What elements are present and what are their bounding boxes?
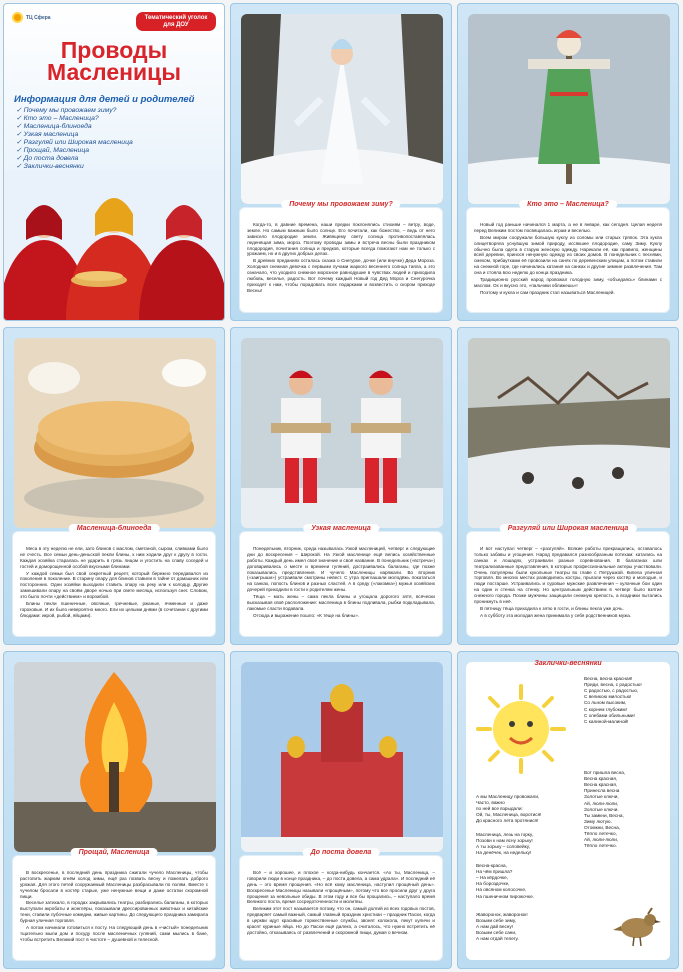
contents-item: ✓ Прощай, Масленица [16, 147, 133, 155]
text-panel [12, 525, 216, 637]
contents-item: ✓ Масленица-блиноеда [16, 123, 133, 131]
text-panel [12, 849, 216, 961]
cover-title-line1: Проводы [60, 37, 168, 63]
publisher-name: ТЦ Сфера [26, 14, 51, 21]
text-panel [239, 525, 443, 637]
paragraph: Блины пекли пшеничные, овсяные, гречневые, ржаные, ячменные и даже гороховые. И их было невероятно много. Ели их целыми днями (в сочетании с другими блюдами: икрой, рыбой, яйцами). [20, 600, 208, 618]
cover-photo-girls [4, 170, 225, 320]
contents-item: ✓ Узкая масленица [16, 131, 133, 139]
contents-item: ✓ До поста довела [16, 155, 133, 163]
text-panel [466, 201, 670, 313]
contents-item: ✓ Разгуляй или Широкая масленица [16, 139, 133, 147]
verse-spring-came: Весна-красна, На чём пришла? – На кёрдочке, На бороздочке, На овсяном колосочке, На пшеничном пирожочке. [476, 863, 534, 899]
text-panel [466, 525, 670, 637]
paragraph: В пятницу тёща приходила к зятю в гости, и блины пекла уже дочь. [480, 605, 624, 611]
paragraph: Веселье затихало, в городах закрывались театры, разбирались балаганы, в которых выступали акробаты и жонглёры, показывали дрессированных животных и китайские тени, ставили лубочные комедии, живые картины. До следующего праздника замирала бурная уличная торговля. [20, 900, 208, 923]
photo-pancakes [14, 338, 216, 528]
section-text [247, 546, 435, 619]
section-title: Прощай, Масленица [71, 848, 158, 857]
paragraph: И вот наступал четверг – «разгуляй». Всякие работы прекращались, оставалось только забавы и угощения. Народ предавался разнообразным потехам: катались на санках и лошадях, устраивали разные соревнования. В балаганах шли театрализованные представления, в которых профессиональные актеры участвовали. Очень популярны были кукольные театры во главе с Петрушкой. Кипела уличная торговля. Во многих местах разводились костры, прыгали через костёр и молодые, и люди постарше. Устраивались и суровые мужские развлечения – кулачные бои один на один и стенка на стенку. Но центральным действием в четверг было взятие снежного города. Позже мужчины защищали снежную крепость, а всадники пытались проникнуть в неё. [474, 546, 662, 604]
section-text [474, 546, 662, 619]
paragraph: У каждой семьи был свой секретный рецепт, который бережно передавался из поколения в поколение. В старину опару для блинов ставили в тайне от домашних или посторонних. Одни хозяйки выходили ставить опару на реку или к колодцу. Другие замешивали опару на своём дворе ночью при свете месяца, используя снег. Словом, это было почти «действием» и ворожбой. [20, 570, 208, 599]
paragraph: А в субботу эта молодая жена принимала у себя родственников мужа. [480, 612, 632, 618]
sun-logo-icon [12, 12, 23, 23]
section-title: До поста довела [303, 848, 380, 857]
text-panel [239, 201, 443, 313]
cover-card [3, 3, 225, 321]
section-text [20, 546, 208, 619]
contents-item: ✓ Почему мы провожаем зиму? [16, 107, 133, 115]
paragraph: Когда-то, в давние времена, наши предки поклонялись стихиям – ветру, воде, земле. Но самым важным было солнце. Его почитали, как божество, – ведь от него зависело плодородие земли. Живящему свету солнца противопоставлялась леденящая зима, мороз. Поэтому проводы зимы и встреча весны были праздником плодородия, почитания солнца и предков, которые всегда помогают нам не только с урожаем, но и в других добрых делах. [247, 222, 435, 257]
photo-burning-effigy [14, 662, 216, 852]
card-wide-maslenitsa [457, 327, 679, 645]
photo-snow-fortress [468, 338, 670, 528]
section-title: Заклички-веснянки [534, 660, 602, 667]
section-title: Разгуляй или Широкая масленица [500, 524, 637, 533]
section-text [474, 222, 662, 296]
card-until-lent [230, 651, 452, 969]
poem-panel [466, 662, 670, 960]
verse-spring-red: Весна, весна красная! Приди, весна, с радостью! С радостью, с радостью, С великою милостью! Со льном высоким, С корнем глубоким! С хлебами обильными! С калиной-малиной! [584, 676, 642, 724]
paragraph: В воскресенье, в последний день праздника сжигали чучело Масленицы, чтобы растопить жарким огнём холод зимы, ещё раз позвать весну и пожелать доброго урожая. Для этого петей сооружаемый Масленицы разбрасывали по полям. Вместе с чучелом бросали в костёр старые, уже ненужные вещи и даже остатки скоромной пищи. [20, 870, 208, 899]
photo-church [241, 662, 443, 852]
sun-icon [476, 684, 566, 774]
verse-see-off: А мы Масленицу провожали, Часто, важно по ней все взрыдали: Ой, ты, Масленица, воротися! До красного лета протянися! [476, 794, 542, 824]
photo-maslenitsa-effigy [468, 14, 670, 204]
paragraph: Понедельник, вторник, среда называлась Узкой масленицей, четверг и следующие дни до воскресения – Широкой. На Узкой масленице ещё велись хозяйственные работы. Каждый день имел своё значение и своё название. В понедельник («встреча») договаривались о месте и времени гуляний, достраивались балаганы, где позже показывались представления. И чучело Масленицы наряжали. Во вторник («заигрыши») устраивали смотрины невест. С утра приглашали молодёжь покататься на санках, попость блинов и разных сластей. А в среду («лакомка») мужья хозяйских дочерей приходили в гости к родителям жены. [247, 546, 435, 593]
paragraph: Тёща – мать жены – сама пекла блины и угощала дорогого зятя, всячески высказывая своё расположение: масленица в блины подливала, рыбки подкладывала, лакомые сласти подавала. [247, 594, 435, 611]
contents-list [16, 107, 133, 171]
publisher-logo [12, 12, 51, 23]
section-text [247, 222, 435, 294]
paragraph: Отсюда и выражение пошло: «К тёще на блины». [253, 612, 360, 618]
paragraph: Новый год раньше начинался 1 марта, а не в январе, как сегодня. Целая неделя перед Великим постом посвящалась играм и веселью. [474, 222, 662, 233]
paragraph: Всем миром сооружали большую куклу из соломы или старых тряпок. Эта кукла олицетворяла уснувшую зимой природу, иссякшее плодородие, саму Зиму. Куклу обычно была одета в старую женскую одежду. Нарекали её, как правило, женщины всей деревни, принося ненужную одежду из своих домов. В понедельник с песнями, смехом, прибаутками её провозили на санях по деревенским улицам, а потом ставили на снежной горе, где начинались катания на санках и другие зимние развлечения. Там она и стояла всю неделю до конца праздника. [474, 234, 662, 275]
section-text [20, 870, 208, 943]
paragraph: А потом начинали готовиться к посту. На следующий день в «чистый» понедельник тщательно мыли дом и посуду после масленичных гуляний, сами мылись в бане, чтобы встретить Великий пост в чистоте – душевной и телесной. [20, 924, 208, 942]
section-text [247, 870, 435, 936]
cover-subtitle: Информация для детей и родителей [14, 94, 195, 105]
paragraph: Великим этот пост называется потому, что он, самый долгий из всех годовых постов, предваряет самый важный, самый главный праздник христиан – праздник Пасхи, когда в церкви идут красивые торжественные службы, звонят колокола, пекут куличи и красят куриные яйца. Но до Пасхи ещё далеко, а считалось, что нужно встретить её достойно, отказываясь от развлечений и скоромной пищи, думая о вечном. [247, 906, 435, 935]
paragraph: Меса в эту неделю не ели, зато блинов с маслом, сметаной, сыром, сливками было не счесть. Все семьи день-деньской пекли блины, к ним ходили друг к другу в гости. Каждая хозяйка старалась не ударить в грязь лицом и угостить на славу соседей и гостей и доморощенной особой вкусными блинами. [20, 546, 208, 569]
card-why-see-off-winter [230, 3, 452, 321]
section-title: Масленица-блиноеда [69, 524, 160, 533]
cover-title-line2: Масленицы [47, 58, 181, 85]
lark-bird-icon [612, 900, 662, 950]
card-spring-chants [457, 651, 679, 969]
section-title: Кто это – Масленица? [519, 200, 617, 209]
verse-lark: Жаворонок, жаворонок! Возьми себе зиму, А нам дай весну! Возьми себе сани, А нам отдай телегу. [476, 912, 528, 942]
text-panel [239, 849, 443, 961]
card-farewell-maslenitsa [3, 651, 225, 969]
photo-snow-maiden [241, 14, 443, 204]
paragraph: Всё – и хорошее, и плохое – когда-нибудь кончается. «Ах ты, Масленица, – говорили люди в конце праздника, – до поста довела, а сама удрала». И последний её день – это время прощения. «Но всё кому масленица, наступил прощёный день». Воскресенье Масленицы называли «прощёным», потому что все просили друг у друга прощения за невольные обиды. В этом году и все бы прощались, – наступало время Великого поста, время сосредоточенности и молитвы. [247, 870, 435, 905]
section-title: Почему мы провожаем зиму? [281, 200, 400, 209]
contents-item: ✓ Заклички-веснянки [16, 163, 133, 171]
poster-grid [3, 3, 680, 969]
verse-spring-came-keys: Вот пришла весна, Весна красная, Весна красная, Принесла весна Золотые ключи, Ай, люли-люли, Золотые ключи. Ты замкни, Весна, Зиму лютую. Отомкни, Весна, Тёпло летечко, Ай, люли-люли, Тёпло летечко. [584, 770, 626, 849]
section-title: Узкая масленица [303, 524, 379, 533]
card-who-is-maslenitsa [457, 3, 679, 321]
contents-item: ✓ Кто это – Масленица? [16, 115, 133, 123]
paragraph: В древних преданиях осталась сказка о Снегурке, дочке (или внучке) Деда Мороза. Холодная снежная девочка с первыми лучами жаркого весеннего солнца таяла, а это означало, что уходило снежное морозное равнодушие в чувствах людей и приходила любовь, веселье, радость. Вот почему каждый Новый год Дед Мороз и Снегурочка приходят к нам, чтобы порадовать всех подарками и возвестить о скором приходе Весны! [247, 258, 435, 293]
cover-title [4, 37, 224, 85]
card-narrow-maslenitsa [230, 327, 452, 645]
photo-men-with-trays [241, 338, 443, 528]
verse-climb-hill: Масленица, лезь на горку, Позови к нам ясну зорьку! А ты зорьку – соловейку, На денёчек, на недельку! [476, 832, 534, 856]
card-pancake-eater [3, 327, 225, 645]
theme-badge: Тематический уголок для ДОУ [136, 12, 216, 31]
paragraph: Традиционно русский народ провожал голодную зиму, «объедаясь» блинами с маслом. Ох и вкусно это, «пальчики оближешь»! [474, 276, 662, 288]
paragraph: Поэтому и кукла и сам праздник стал называться Масленицей. [480, 289, 615, 295]
